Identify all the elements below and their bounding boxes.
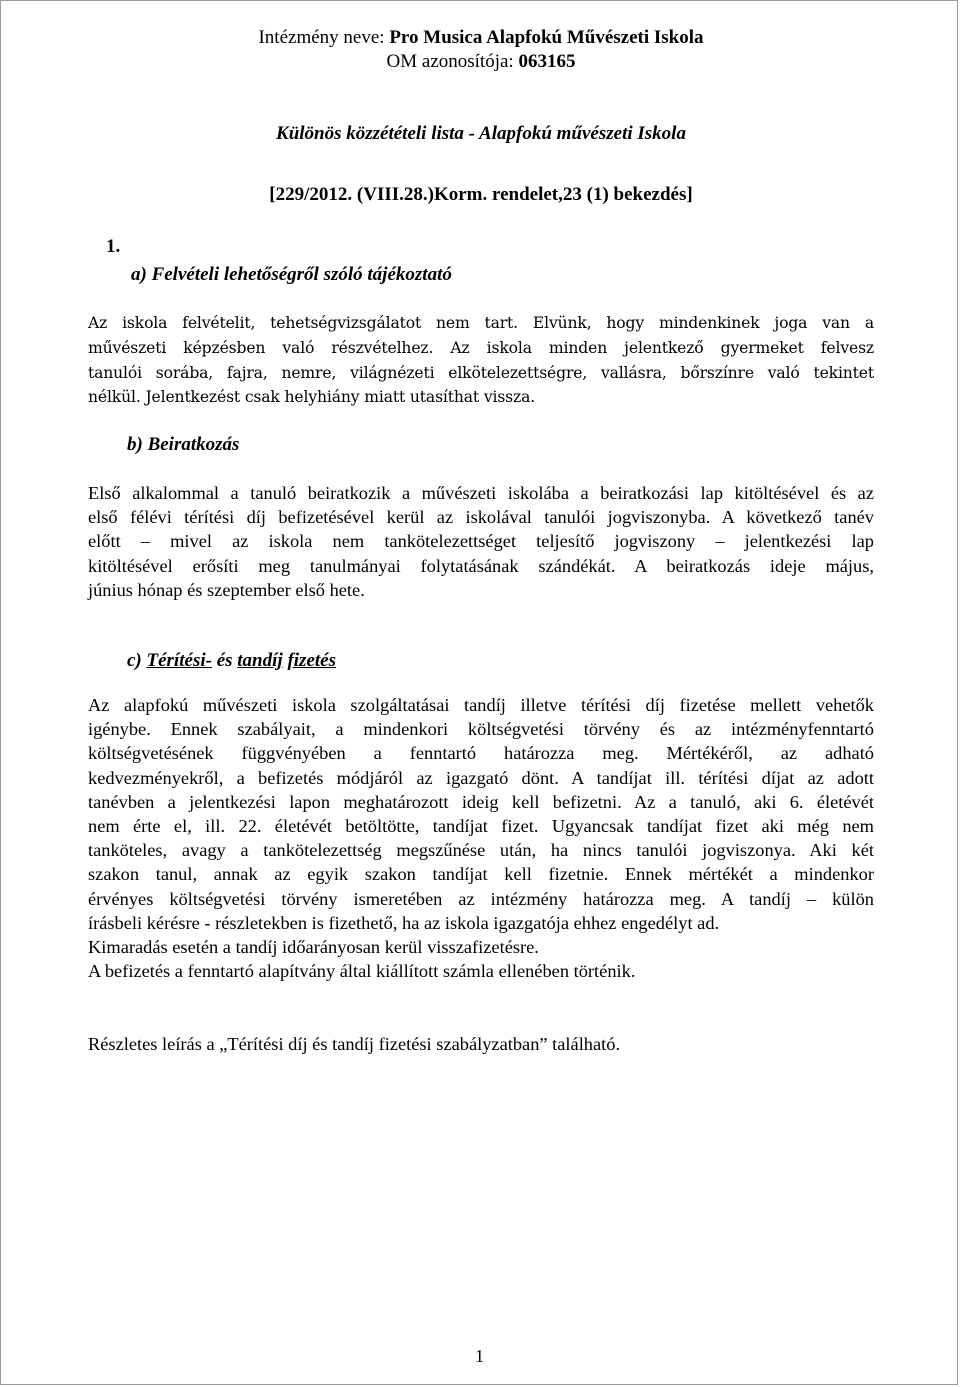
- paragraph-line: tanköteles, avagy a tankötelezettség megszűnése után, ha nincs tanulói jogviszonya. Aki két: [88, 840, 874, 861]
- section-c-word: Térítési-: [146, 650, 212, 671]
- om-id-line: [1, 50, 960, 74]
- om-id-label: OM azonosítója:: [386, 51, 519, 72]
- details-reference: Részletes leírás a „Térítési díj és tandíj fizetési szabályzatban” található.: [88, 1034, 621, 1054]
- section-c-word: fizetés: [287, 650, 336, 671]
- paragraph-line: Az iskola felvételit, tehetségvizsgálatot nem tart. Elvünk, hogy mindenkinek joga van a: [88, 314, 874, 332]
- section-c-prefix: c): [127, 650, 147, 671]
- section-c-paragraph: [88, 693, 874, 983]
- paragraph-line: írásbeli kérésre - részletekben is fizethető, ha az iskola igazgatója ehhez engedélyt ad.: [88, 912, 720, 933]
- institution-label: Intézmény neve:: [258, 27, 390, 48]
- decree-reference: [229/2012. (VIII.28.)Korm. rendelet,23 (1) bekezdés]: [269, 184, 693, 205]
- paragraph-line: Első alkalommal a tanuló beiratkozik a művészeti iskolába a beiratkozási lap kitöltésével és az: [88, 483, 874, 503]
- section-b-heading: b) Beiratkozás: [127, 434, 240, 455]
- section-a-heading: a) Felvételi lehetőségről szóló tájékoztató: [131, 264, 452, 285]
- section-a-paragraph: [88, 311, 874, 410]
- paragraph-line: igénybe. Ennek szabályait, a mindenkori költségvetési törvény és az intézményfenntartó: [88, 719, 874, 740]
- paragraph-line: szakon tanul, annak az egyik szakon tandíjat kell fizetnie. Ennek mértékét a mindenkor: [88, 864, 874, 885]
- section-c-word: és: [211, 650, 238, 671]
- paragraph-line: kedvezményekről, a befizetés módjáról az igazgató dönt. A tandíjat ill. térítési díjat az adott: [88, 767, 874, 788]
- institution-name: Pro Musica Alapfokú Művészeti Iskola: [389, 27, 704, 48]
- paragraph-line: nem érte el, ill. 22. életévét betöltötte, tandíjat fizet. Ugyancsak tandíjat fizet aki még nem: [88, 816, 874, 837]
- institution-name-line: [1, 26, 960, 50]
- section-c-heading: [127, 649, 336, 673]
- paragraph-line: költségvetésének függvényében a fenntartó határozza meg. Mértékéről, az adható: [88, 743, 874, 764]
- paragraph-line: A befizetés a fenntartó alapítvány által kiállított számla ellenében történik.: [88, 961, 636, 982]
- paragraph-line: kitöltésével erősíti meg tanulmányai folytatásának szándékát. A beiratkozás ideje május,: [88, 555, 874, 576]
- document-title: Különös közzétételi lista - Alapfokú művészeti Iskola: [276, 123, 686, 144]
- paragraph-line: Kimaradás esetén a tandíj időarányosan kerül visszafizetésre.: [88, 937, 539, 958]
- om-id-value: 063165: [518, 51, 576, 72]
- paragraph-line: tanulói sorába, fajra, nemre, világnézeti elkötelezettségre, vallásra, bőrszínre való tekintet: [88, 363, 874, 382]
- page-number: 1: [475, 1346, 484, 1366]
- paragraph-line: érvényes költségvetési törvény ismeretében az intézmény határozza meg. A tandíj – külön: [88, 888, 874, 909]
- paragraph-line: első félévi térítési díj befizetésével kerül az iskolával tanulói jogviszonyba. A következő tanév: [88, 507, 874, 528]
- paragraph-line: június hónap és szeptember első hete.: [88, 579, 365, 600]
- paragraph-line: tanévben a jelentkezési lapon meghatározott ideig kell befizetni. Az a tanuló, aki 6. életévét: [88, 791, 874, 812]
- paragraph-line: Az alapfokú művészeti iskola szolgáltatásai tandíj illetve térítési díj fizetése mellett vehetők: [88, 695, 874, 715]
- paragraph-line: nélkül. Jelentkezést csak helyhiány miatt utasíthat vissza.: [88, 388, 536, 407]
- section-b-paragraph: [88, 481, 874, 602]
- section-number: 1.: [106, 236, 121, 257]
- section-c-word: tandíj: [237, 650, 283, 671]
- paragraph-line: művészeti képzésben való részvételhez. Az iskola minden jelentkező gyermeket felvesz: [88, 338, 874, 357]
- paragraph-line: előtt – mivel az iskola nem tankötelezettséget teljesítő jogviszony – jelentkezési lap: [88, 531, 874, 552]
